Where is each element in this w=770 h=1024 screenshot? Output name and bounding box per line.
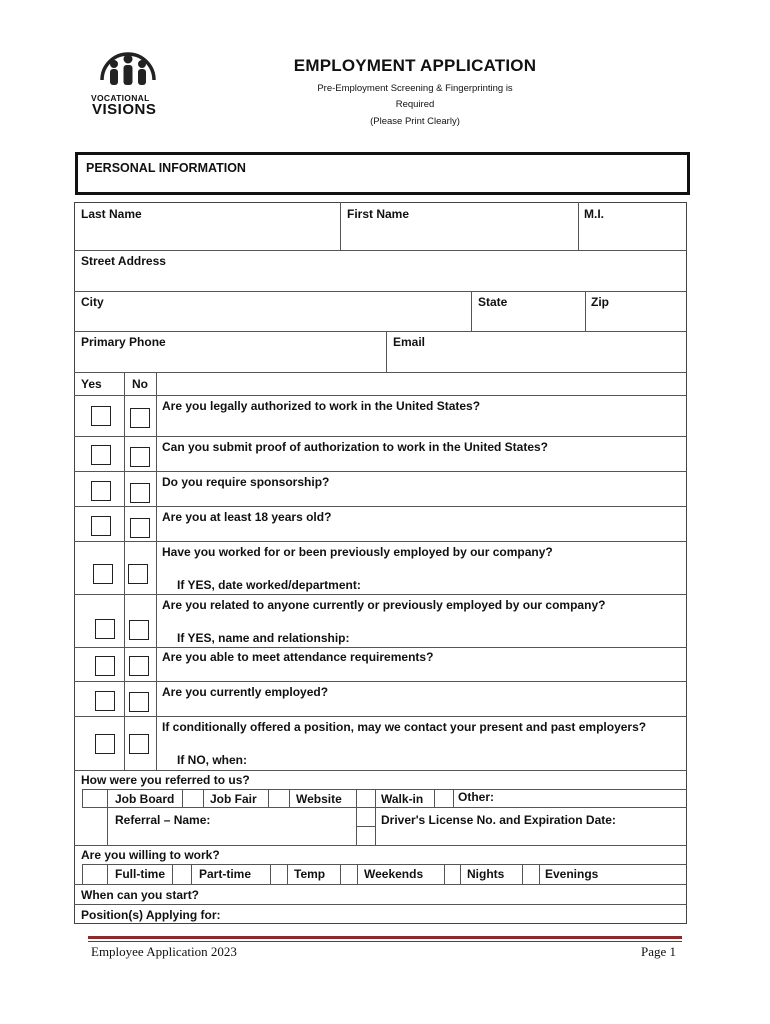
last-name-field[interactable] xyxy=(75,220,339,249)
full-time-checkbox[interactable] xyxy=(83,865,106,883)
yes-checkbox-4[interactable] xyxy=(91,516,111,536)
no-checkbox-4[interactable] xyxy=(130,518,150,538)
no-checkbox-3[interactable] xyxy=(130,483,150,503)
city-field[interactable] xyxy=(75,309,470,330)
drivers-license-label: Driver's License No. and Expiration Date: xyxy=(381,813,616,827)
zip-field[interactable] xyxy=(586,309,685,330)
temp-checkbox[interactable] xyxy=(271,865,286,883)
start-date-field[interactable] xyxy=(210,886,685,903)
website-checkbox[interactable] xyxy=(269,790,288,806)
page-title: EMPLOYMENT APPLICATION xyxy=(293,56,537,75)
first-name-label: First Name xyxy=(347,207,410,221)
email-label: Email xyxy=(393,335,426,349)
subtitle-line-1: Pre-Employment Screening & Fingerprinting is xyxy=(317,83,513,94)
yes-checkbox-7[interactable] xyxy=(95,656,115,676)
question-currently-employed: Are you currently employed? xyxy=(162,685,329,699)
referral-question: How were you referred to us? xyxy=(81,773,250,787)
question-previously-employed: Have you worked for or been previously employed by our company? xyxy=(162,545,553,559)
yes-checkbox-8[interactable] xyxy=(95,691,115,711)
option-temp: Temp xyxy=(294,867,326,881)
option-website: Website xyxy=(296,792,342,806)
job-board-checkbox[interactable] xyxy=(83,790,106,806)
footer-page-number: Page 1 xyxy=(641,944,677,959)
last-name-label: Last Name xyxy=(81,207,142,221)
phone-field[interactable] xyxy=(75,349,385,371)
followup-if-no-when: If NO, when: xyxy=(177,753,247,767)
zip-label: Zip xyxy=(591,295,609,309)
mi-label: M.I. xyxy=(584,207,604,221)
option-job-fair: Job Fair xyxy=(210,792,257,806)
footer-rule-thin xyxy=(88,941,682,942)
email-field[interactable] xyxy=(387,349,685,371)
option-part-time: Part-time xyxy=(199,867,252,881)
footer-document-name: Employee Application 2023 xyxy=(91,944,237,959)
yes-checkbox-5[interactable] xyxy=(93,564,113,584)
start-date-label: When can you start? xyxy=(81,888,200,902)
followup-date-department: If YES, date worked/department: xyxy=(177,578,361,592)
option-walk-in: Walk-in xyxy=(381,792,424,806)
state-label: State xyxy=(478,295,508,309)
street-address-field[interactable] xyxy=(75,268,685,290)
yes-checkbox-2[interactable] xyxy=(91,445,111,465)
logo-text-bottom: VISIONS xyxy=(92,101,157,118)
question-attendance: Are you able to meet attendance requirements? xyxy=(162,650,434,664)
option-full-time: Full-time xyxy=(115,867,165,881)
yes-checkbox-1[interactable] xyxy=(91,406,111,426)
option-nights: Nights xyxy=(467,867,505,881)
first-name-field[interactable] xyxy=(341,220,577,249)
question-sponsorship: Do you require sponsorship? xyxy=(162,475,330,489)
question-proof-authorization: Can you submit proof of authorization to work in the United States? xyxy=(162,440,548,454)
no-checkbox-5[interactable] xyxy=(128,564,148,584)
yes-checkbox-6[interactable] xyxy=(95,619,115,639)
footer-rule xyxy=(88,936,682,939)
option-evenings: Evenings xyxy=(545,867,599,881)
street-address-label: Street Address xyxy=(81,254,166,268)
yes-checkbox-3[interactable] xyxy=(91,481,111,501)
yes-column-label: Yes xyxy=(81,377,102,391)
no-checkbox-7[interactable] xyxy=(129,656,149,676)
no-checkbox-1[interactable] xyxy=(130,408,150,428)
nights-checkbox[interactable] xyxy=(445,865,459,883)
question-age-18: Are you at least 18 years old? xyxy=(162,510,332,524)
job-fair-checkbox[interactable] xyxy=(183,790,202,806)
logo-text-top: VOCATIONAL xyxy=(91,93,150,103)
no-column-label: No xyxy=(132,377,148,391)
question-legally-authorized: Are you legally authorized to work in the United States? xyxy=(162,399,481,413)
state-field[interactable] xyxy=(472,309,584,330)
part-time-checkbox[interactable] xyxy=(173,865,190,883)
positions-field[interactable] xyxy=(230,906,685,922)
positions-label: Position(s) Applying for: xyxy=(81,908,221,922)
no-checkbox-8[interactable] xyxy=(129,692,149,712)
option-weekends: Weekends xyxy=(364,867,424,881)
city-label: City xyxy=(81,295,104,309)
phone-label: Primary Phone xyxy=(81,335,166,349)
no-checkbox-2[interactable] xyxy=(130,447,150,467)
subtitle-line-3: (Please Print Clearly) xyxy=(370,116,460,127)
question-contact-employers: If conditionally offered a position, may we contact your present and past employers? xyxy=(162,720,647,734)
mi-field[interactable] xyxy=(579,220,685,249)
question-related-employee: Are you related to anyone currently or previously employed by our company? xyxy=(162,598,606,612)
weekends-checkbox[interactable] xyxy=(341,865,356,883)
no-checkbox-6[interactable] xyxy=(129,620,149,640)
other-checkbox[interactable] xyxy=(435,790,452,806)
evenings-checkbox[interactable] xyxy=(523,865,538,883)
willing-question: Are you willing to work? xyxy=(81,848,220,862)
walk-in-checkbox[interactable] xyxy=(357,790,374,806)
subtitle-line-2: Required xyxy=(395,99,435,110)
option-other: Other: xyxy=(458,790,494,804)
no-checkbox-9[interactable] xyxy=(129,734,149,754)
option-job-board: Job Board xyxy=(115,792,175,806)
yes-checkbox-9[interactable] xyxy=(95,734,115,754)
referral-name-label: Referral – Name: xyxy=(115,813,211,827)
followup-name-relationship: If YES, name and relationship: xyxy=(177,631,350,645)
section-title: PERSONAL INFORMATION xyxy=(86,161,246,175)
